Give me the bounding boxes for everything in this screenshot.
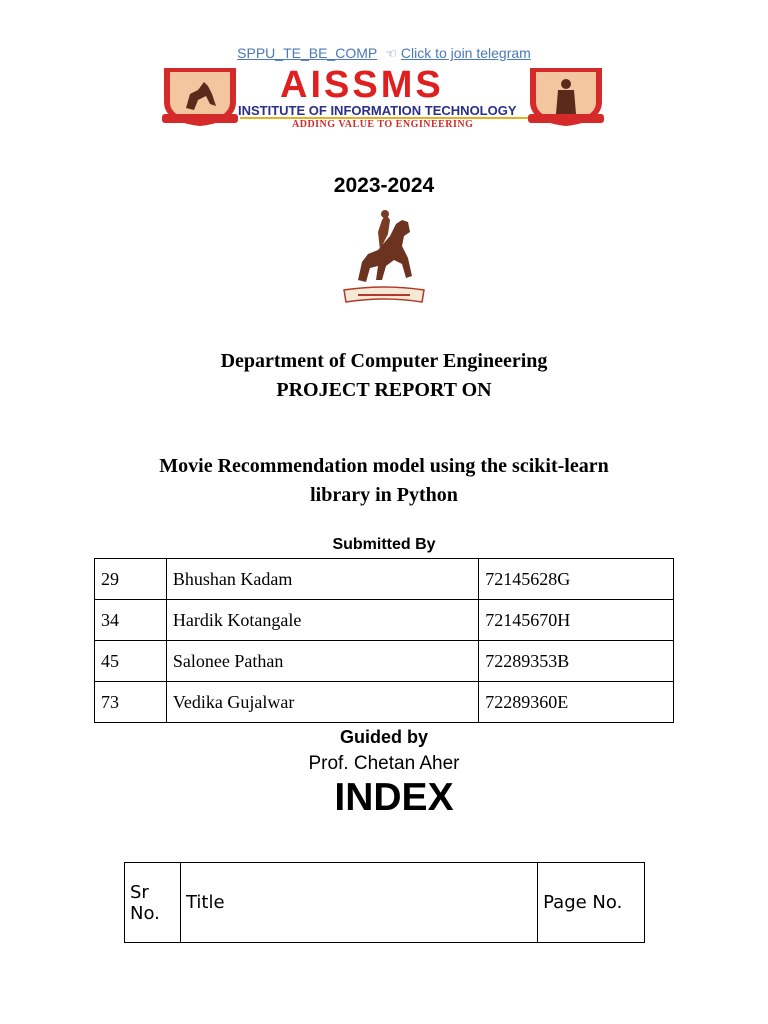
right-shield-emblem	[528, 68, 604, 126]
student-name: Vedika Gujalwar	[166, 682, 478, 723]
student-id: 72289360E	[479, 682, 674, 723]
students-table	[94, 558, 674, 723]
table-row	[95, 600, 674, 641]
telegram-link[interactable]: Click to join telegram	[400, 45, 531, 61]
student-id: 72145670H	[479, 600, 674, 641]
report-heading: PROJECT REPORT ON	[276, 379, 492, 401]
sr-label: Sr	[130, 881, 149, 903]
project-title-line-1: Movie Recommendation model using the scikit-learn	[159, 455, 609, 477]
institute-name: INSTITUTE OF INFORMATION TECHNOLOGY	[238, 103, 517, 118]
student-name: Bhushan Kadam	[166, 559, 478, 600]
project-title-line-2: library in Python	[310, 484, 458, 506]
pointing-hand-icon: ☜	[385, 46, 397, 61]
telegram-link-bar	[0, 45, 768, 62]
institute-tagline: ADDING VALUE TO ENGINEERING	[292, 119, 474, 130]
submitted-by-label: Submitted By	[332, 536, 436, 553]
column-header-title: Title	[180, 863, 537, 943]
student-id: 72289353B	[479, 641, 674, 682]
institute-brand: AISSMS	[280, 64, 444, 106]
student-roll: 73	[95, 682, 167, 723]
department-name: Department of Computer Engineering	[220, 350, 548, 372]
table-row	[95, 682, 674, 723]
table-row	[95, 559, 674, 600]
academic-year: 2023-2024	[333, 174, 435, 197]
equestrian-statue-emblem	[338, 206, 430, 310]
student-id: 72145628G	[479, 559, 674, 600]
index-heading: INDEX	[334, 776, 454, 819]
left-shield-emblem	[162, 68, 238, 126]
student-roll: 45	[95, 641, 167, 682]
student-name: Salonee Pathan	[166, 641, 478, 682]
student-roll: 29	[95, 559, 167, 600]
sppu-link[interactable]: SPPU_TE_BE_COMP	[237, 45, 378, 61]
guide-name: Prof. Chetan Aher	[308, 753, 460, 774]
guided-by-label: Guided by	[339, 727, 428, 747]
index-table	[124, 862, 645, 943]
no-label: No.	[130, 902, 160, 924]
project-title	[0, 452, 768, 510]
table-header-row	[125, 863, 645, 943]
department-block	[0, 347, 768, 405]
student-name: Hardik Kotangale	[166, 600, 478, 641]
table-row	[95, 641, 674, 682]
column-header-sr-no	[125, 863, 181, 943]
student-roll: 34	[95, 600, 167, 641]
column-header-page-no: Page No.	[538, 863, 645, 943]
